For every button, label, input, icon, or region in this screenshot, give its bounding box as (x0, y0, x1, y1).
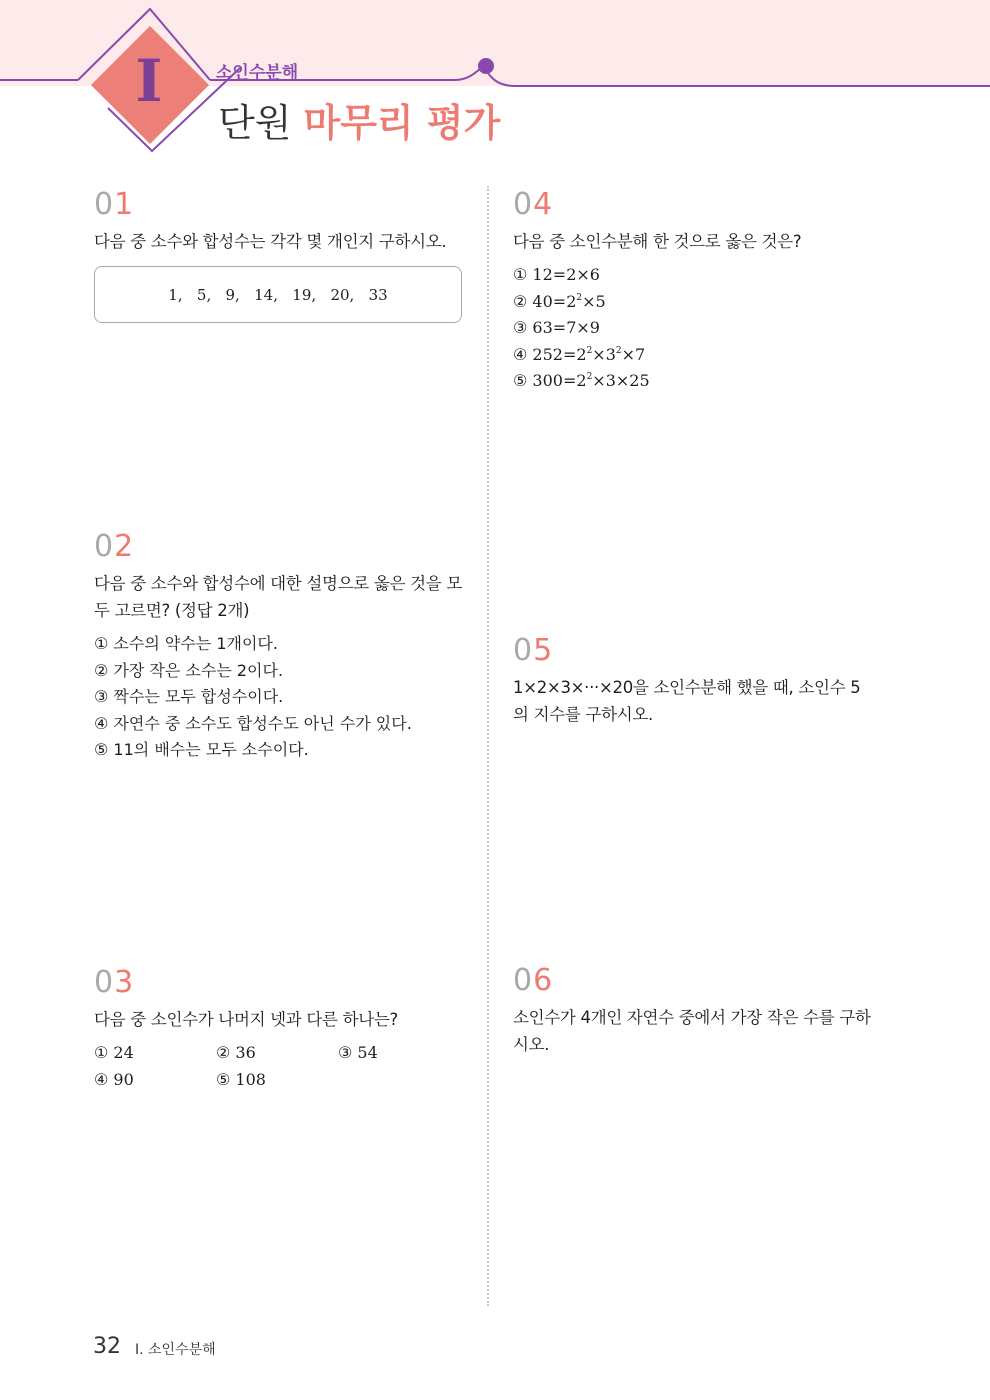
page-title (218, 101, 501, 145)
question-02 (94, 529, 474, 764)
question-05 (513, 633, 903, 728)
question-number: 04 (513, 187, 554, 222)
question-text: 소인수가 4개인 자연수 중에서 가장 작은 수를 구하 시오. (513, 1008, 871, 1054)
question-text: 다음 중 소인수분해 한 것으로 옳은 것은? (513, 232, 802, 251)
question-number: 03 (94, 965, 135, 1000)
column-divider (487, 186, 489, 1306)
choice-item: ② 36 (216, 1043, 256, 1062)
choice-item: ① 24 (94, 1043, 134, 1062)
choice-item: ① 12=2×6 (513, 265, 600, 284)
choice-item: ④ 90 (94, 1069, 134, 1089)
choice-item: ⑤ 108 (216, 1069, 266, 1089)
choice-item: ④ 자연수 중 소수도 합성수도 아닌 수가 있다. (94, 713, 412, 733)
choice-item: ② $40=2^2\times 5$ (513, 291, 606, 311)
unit-numeral: I (135, 47, 163, 115)
question-06 (513, 963, 903, 1058)
number-list: 1, 5, 9, 14, 19, 20, 33 (168, 285, 388, 304)
choice-item: ③ 63=7×9 (513, 318, 600, 337)
choice-item: ② 가장 작은 소수는 2이다. (94, 660, 284, 680)
question-01 (94, 187, 464, 255)
page-number: 32 (93, 1334, 121, 1359)
title-bold: 마무리 평가 (303, 101, 501, 145)
choice-list (513, 262, 893, 395)
choice-list (94, 1040, 474, 1093)
question-number: 01 (94, 187, 135, 222)
header-dot (478, 58, 494, 74)
question-text: 다음 중 소인수가 나머지 넷과 다른 하나는? (94, 1010, 398, 1029)
unit-name: 소인수분해 (216, 63, 299, 83)
question-04 (513, 187, 893, 395)
choice-item: ③ 54 (338, 1043, 378, 1062)
question-text: 1×2×3×···×20을 소인수분해 했을 때, 소인수 5 의 지수를 구하시오. (513, 678, 861, 724)
choice-item: ⑤ 11의 배수는 모두 소수이다. (94, 740, 309, 759)
question-number: 06 (513, 963, 554, 998)
title-plain: 단원 (218, 101, 292, 145)
question-number: 02 (94, 529, 135, 564)
number-box (94, 266, 462, 323)
chapter-label: I. 소인수분해 (135, 1342, 216, 1358)
question-03 (94, 965, 474, 1093)
choice-list (94, 631, 474, 764)
choice-item: ① 소수의 약수는 1개이다. (94, 634, 278, 653)
question-text: 다음 중 소수와 합성수는 각각 몇 개인지 구하시오. (94, 232, 447, 251)
question-number: 05 (513, 633, 554, 668)
choice-item: ⑤ $300=2^2\times 3\times 25$ (513, 371, 650, 390)
question-text: 다음 중 소수와 합성수에 대한 설명으로 옳은 것을 모 두 고르면? (정답 2개) (94, 574, 462, 620)
choice-item: ④ $252=2^2\times 3^2\times 7$ (513, 344, 646, 364)
choice-item: ③ 짝수는 모두 합성수이다. (94, 687, 284, 706)
